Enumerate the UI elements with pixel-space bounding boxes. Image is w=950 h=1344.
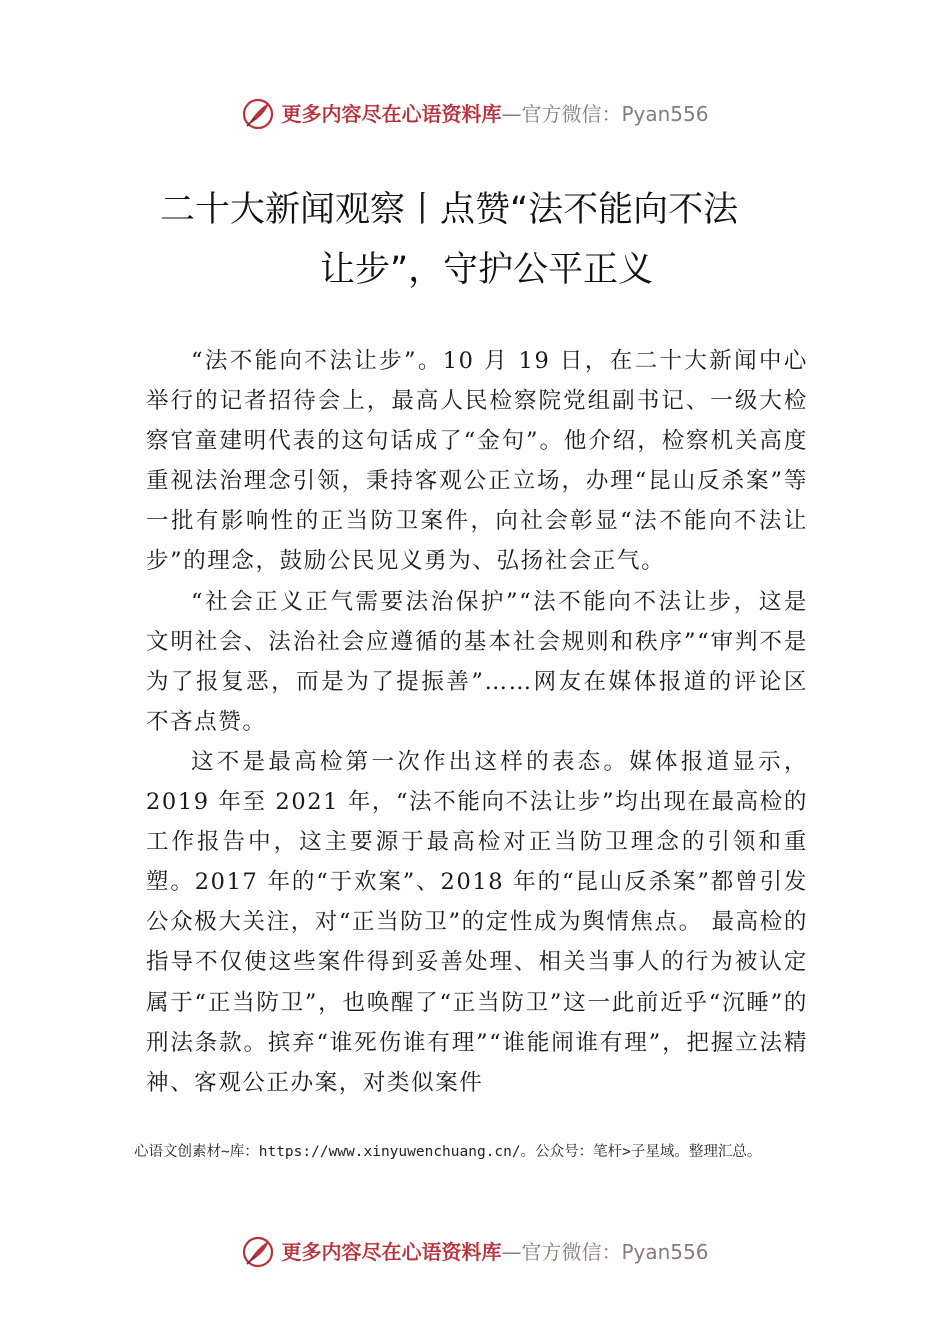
title-line-2: 让步”，守护公平正义 — [320, 250, 654, 290]
body-paragraph: “法不能向不法让步”。10 月 19 日，在二十大新闻中心举行的记者招待会上，最高人民检察院党组副书记、一级大检察官童建明代表的这句话成了“金句”。他介绍，检察机关高度重视法治理念引领，秉持客观公正立场，办理“昆山反杀案”等一批有影响性的正当防卫案件，向社会彰显“法不能向不法让步”的理念，鼓励公民见义勇为、弘扬社会正气。 — [146, 348, 808, 575]
banner-wechat: —官方微信：Pyan556 — [501, 1240, 709, 1264]
title-line-1: 二十大新闻观察丨点赞“法不能向不法 — [160, 190, 739, 230]
feather-pen-logo-icon — [241, 1235, 275, 1269]
body-paragraph: 这不是最高检第一次作出这样的表态。媒体报道显示，2019 年至 2021 年，“法不能向不法让步”均出现在最高检的工作报告中，这主要源于最高检对正当防卫理念的引领和重塑。2017 年的“于欢案”、2018 年的“昆山反杀案”都曾引发公众极大关注，对“正当防卫”的定性成为舆情焦点。 最高检的指导不仅使这些案件得到妥善处理、相关当事人的行为被认定属于“正当防卫”，也唤醒了“正当防卫”这一此前近乎“沉睡”的刑法条款。摈弃“谁死伤谁有理”“谁能闹谁有理”，把握立法精神、客观公正办案，对类似案件 — [146, 748, 808, 1096]
footer-banner — [0, 1232, 950, 1272]
source-note: 心语文创素材~库：https://www.xinyuwenchuang.cn/。公众号：笔杆>子星域。整理汇总。 — [134, 1144, 762, 1160]
banner-wechat: —官方微信：Pyan556 — [501, 102, 709, 126]
feather-pen-logo-icon — [241, 97, 275, 131]
banner-text — [281, 94, 708, 134]
header-banner — [0, 94, 950, 134]
banner-brand: 更多内容尽在心语资料库 — [281, 1240, 502, 1264]
article-body — [146, 341, 808, 1103]
banner-brand: 更多内容尽在心语资料库 — [281, 102, 502, 126]
body-paragraph: “社会正义正气需要法治保护”“法不能向不法让步，这是文明社会、法治社会应遵循的基本社会规则和秩序”“审判不是为了报复恶，而是为了提振善”……网友在媒体报道的评论区不吝点赞。 — [146, 588, 808, 735]
banner-text — [281, 1232, 708, 1272]
